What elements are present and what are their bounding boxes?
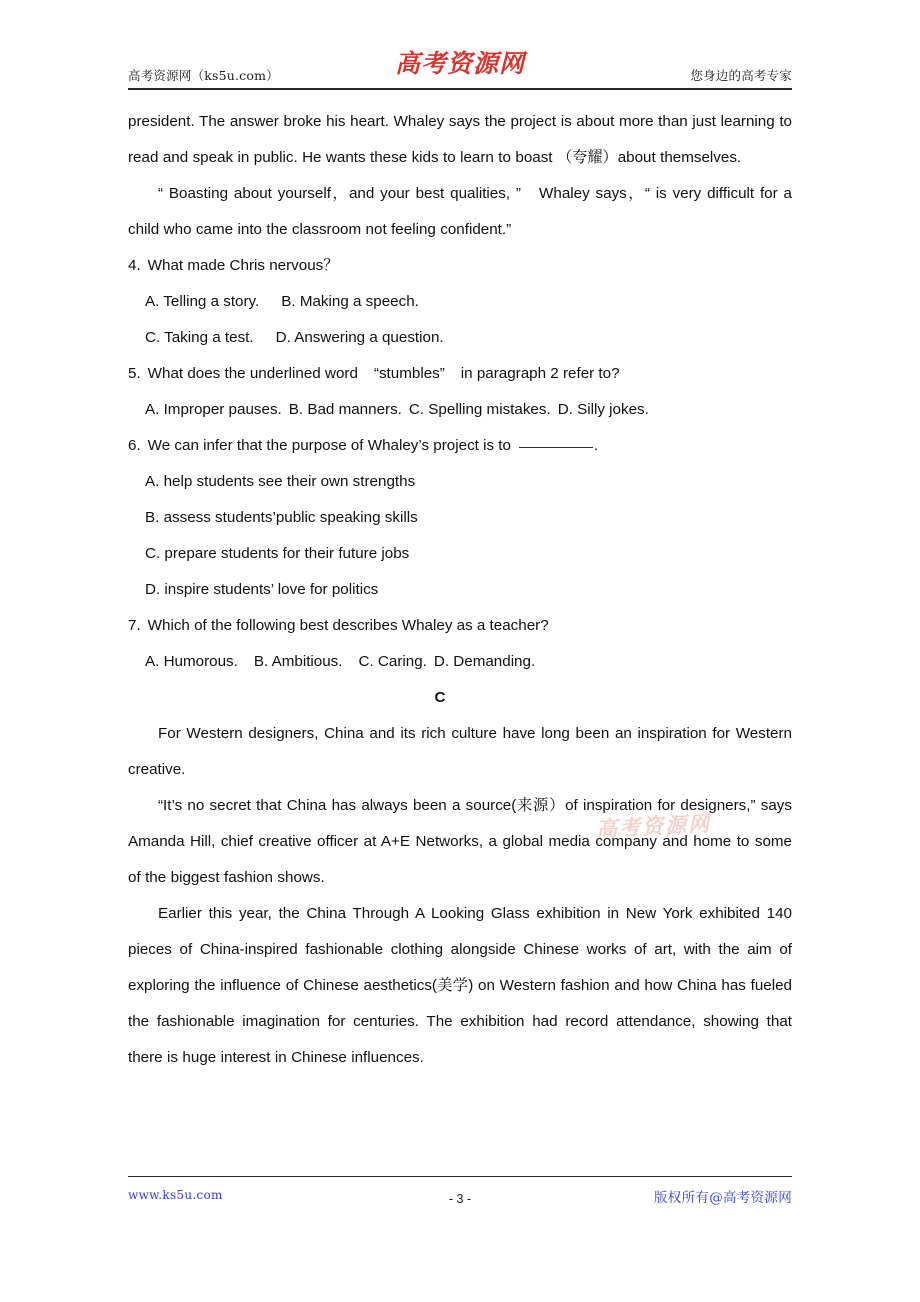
option-5-d[interactable]: D. Silly jokes. <box>557 401 649 418</box>
question-6-number: 6. <box>128 437 141 454</box>
option-6-b[interactable]: B. assess students’public speaking skills <box>145 509 418 526</box>
passage-c-paragraph-2-text: “It’s no secret that China has always been a source(来源）of inspiration for designers,” says Amanda Hill, chief creative officer at A+E Networks, a global media company and home to some of the biggest fashion shows. <box>128 797 792 886</box>
page-number: - 3 - <box>448 1192 472 1206</box>
question-5-stem <box>128 356 792 392</box>
option-6-a[interactable]: A. help students see their own strengths <box>145 473 416 490</box>
question-5-text-pre: What does the underlined word <box>147 365 358 382</box>
question-5-underlined-word: “stumbles” <box>373 365 445 382</box>
question-4-text: What made Chris nervous？ <box>147 257 339 274</box>
question-5-text-post: in paragraph 2 refer to? <box>460 365 620 382</box>
question-6-stem <box>128 428 792 464</box>
option-7-c[interactable]: C. Caring. <box>358 653 427 670</box>
question-4-options-row-2 <box>128 320 792 356</box>
question-4-options-row-1 <box>128 284 792 320</box>
passage-c-paragraph-1 <box>128 716 792 788</box>
question-4-stem <box>128 248 792 284</box>
option-4-a[interactable]: A. Telling a story. <box>145 293 260 310</box>
question-7-number: 7. <box>128 617 141 634</box>
option-5-c[interactable]: C. Spelling mistakes. <box>408 401 551 418</box>
page-footer <box>128 1182 792 1216</box>
question-7-stem <box>128 608 792 644</box>
option-6-c[interactable]: C. prepare students for their future jobs <box>145 545 410 562</box>
header-site-name: 高考资源网（ks5u.com） <box>128 68 279 83</box>
passage-c-paragraph-1-text: For Western designers, China and its rich culture have long been an inspiration for Western creative. <box>128 725 792 778</box>
question-7-text: Which of the following best describes Whaley as a teacher? <box>147 617 549 634</box>
question-6-text-pre: We can infer that the purpose of Whaley’s project is to <box>147 437 511 454</box>
option-7-b[interactable]: B. Ambitious. <box>253 653 343 670</box>
question-7-options-row <box>128 644 792 680</box>
document-body <box>128 104 792 1076</box>
option-6-d[interactable]: D. inspire students’ love for politics <box>145 581 379 598</box>
header-logo: 高考资源网 <box>394 49 526 78</box>
header-divider <box>128 88 792 90</box>
watermark-text: 高考资源网 <box>595 810 712 842</box>
page-header <box>128 48 792 88</box>
option-5-b[interactable]: B. Bad manners. <box>288 401 402 418</box>
footer-copyright: 版权所有@高考资源网 <box>654 1190 792 1206</box>
passage-c-paragraph-3 <box>128 896 792 1076</box>
quote-text: “ Boasting about yourself，and your best qualities, ” Whaley says，“ is very difficult for a child who came into the classroom not feeling confident.” <box>128 185 792 238</box>
footer-url[interactable]: www.ks5u.com <box>128 1188 223 1202</box>
passage-c-paragraph-3-text: Earlier this year, the China Through A Looking Glass exhibition in New York exhibited 140 pieces of China-inspired fashionable clothing alongside Chinese works of art, with the aim of exploring the influence of Chinese aesthetics(美学) on Western fashion and how China has fueled the fashionable imagination for centuries. The exhibition had record attendance, showing that there is huge interest in Chinese influences. <box>128 905 792 1066</box>
question-6-text-post: . <box>593 437 599 454</box>
option-7-d[interactable]: D. Demanding. <box>433 653 536 670</box>
section-label-c: C <box>434 689 446 706</box>
paragraph-boasting-quote <box>128 176 792 248</box>
passage-c-paragraph-2 <box>128 788 792 896</box>
option-7-a[interactable]: A. Humorous. <box>145 653 238 670</box>
paragraph-president: president. The answer broke his heart. Whaley says the project is about more than just learning to read and speak in public. He wants these kids to learn to boast （夸耀）about themselves. <box>128 113 792 166</box>
option-4-b[interactable]: B. Making a speech. <box>281 293 419 310</box>
question-5-number: 5. <box>128 365 141 382</box>
question-6-blank[interactable] <box>519 447 593 448</box>
option-4-c[interactable]: C. Taking a test. <box>145 329 254 346</box>
question-4-number: 4. <box>128 257 141 274</box>
footer-divider <box>128 1176 792 1177</box>
option-5-a[interactable]: A. Improper pauses. <box>145 401 282 418</box>
option-4-d[interactable]: D. Answering a question. <box>275 329 444 346</box>
question-5-options-row <box>128 392 792 428</box>
header-slogan: 您身边的高考专家 <box>690 68 792 83</box>
